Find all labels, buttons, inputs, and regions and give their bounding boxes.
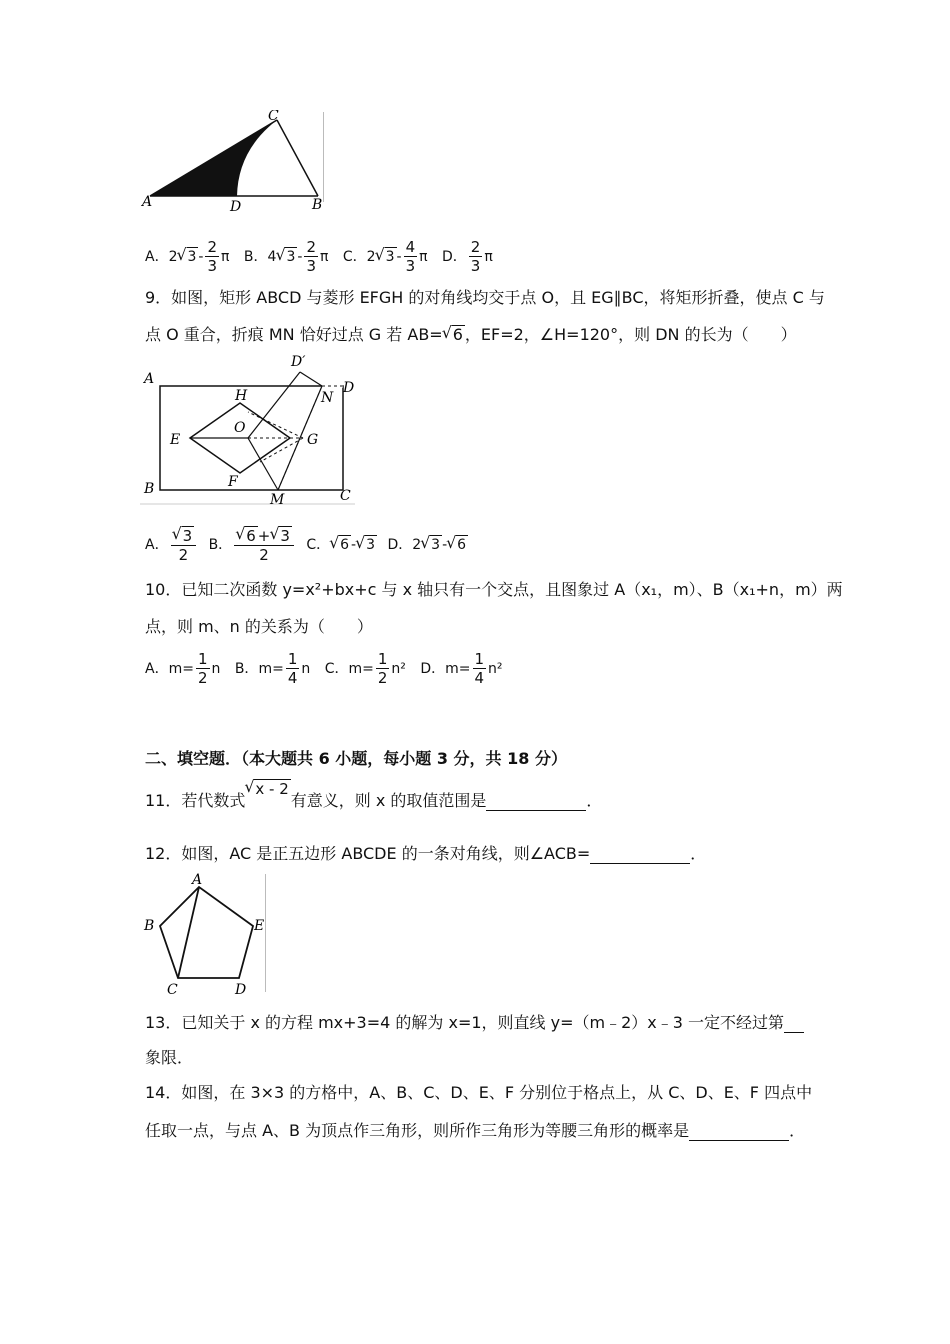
q8-figure: [140, 110, 330, 215]
label-g: G: [307, 432, 319, 448]
q9-option-c[interactable]: [306, 537, 381, 553]
q8-option-c[interactable]: [342, 238, 432, 275]
lhs: m=: [168, 660, 194, 677]
q9-line2: [145, 325, 797, 345]
option-key: B．: [208, 537, 233, 553]
label-n: N: [321, 390, 334, 406]
tail: n: [211, 660, 221, 677]
section-heading: 二、填空题．（本大题共 6 小题，每小题 3 分，共 18 分）: [145, 749, 567, 768]
dashed-h: [248, 412, 303, 438]
numerator: 4: [405, 238, 416, 256]
fraction: [469, 238, 483, 275]
q12-pentagon-figure: [140, 870, 275, 998]
fraction: [234, 526, 294, 564]
q14-end: ．: [789, 1121, 806, 1140]
label-m: M: [270, 492, 285, 508]
label-d-prime: D′: [291, 354, 306, 370]
option-key: A．: [145, 537, 169, 553]
numerator: 2: [470, 238, 481, 256]
q11: [145, 780, 603, 811]
label-a: A: [144, 371, 155, 387]
q10-option-a[interactable]: [145, 650, 221, 687]
q10-options: [145, 650, 503, 687]
denominator: 4: [287, 669, 298, 687]
q10-line2: 点，则 m、n 的关系为（ ）: [145, 617, 373, 636]
q14-text: 任取一点，与点 A、B 为顶点作三角形，则所作三角形为等腰三角形的概率是: [145, 1121, 690, 1140]
minus: -: [396, 248, 402, 265]
lhs: m=: [445, 660, 471, 677]
coef: 2: [168, 248, 178, 265]
minus: -: [442, 537, 448, 553]
radical: √ 3: [365, 535, 377, 554]
label-e: E: [170, 432, 181, 448]
fraction: [205, 238, 219, 275]
pentagon-abcde: [160, 887, 253, 978]
radical: √ x - 2: [254, 779, 290, 798]
q12-end: ．: [690, 844, 707, 863]
segment-cb: [277, 120, 318, 196]
q13-line1: [145, 1012, 804, 1033]
denominator: 3: [405, 257, 416, 275]
fraction: [404, 238, 418, 275]
q9-option-d[interactable]: [387, 537, 468, 553]
tail: n²: [488, 660, 503, 677]
q11-end: ．: [586, 791, 603, 810]
segment-dn: [300, 372, 322, 386]
q8-option-a[interactable]: [145, 238, 234, 275]
radical: √ 6: [456, 535, 468, 554]
dashed-f: [260, 438, 303, 462]
denominator: 3: [306, 257, 316, 275]
denominator: 3: [207, 257, 218, 275]
radical: √ 6: [245, 526, 258, 545]
coef: 4: [267, 248, 277, 265]
q13-text: 13．已知关于 x 的方程 mx+3=4 的解为 x=1，则直线 y=（m﹣2）x﹣3 一定不经过第: [145, 1013, 785, 1032]
answer-blank[interactable]: [486, 790, 586, 811]
label-a: A: [142, 194, 153, 210]
q12-text: 12．如图，AC 是正五边形 ABCDE 的一条对角线，则∠ACB=: [145, 844, 591, 863]
q11-suffix: 有意义，则 x 的取值范围是: [290, 791, 487, 810]
answer-blank[interactable]: [784, 1012, 804, 1033]
q10-option-d[interactable]: [420, 650, 503, 687]
label-h: H: [235, 388, 248, 404]
q13-line2: 象限．: [145, 1048, 194, 1067]
fraction: [376, 650, 390, 687]
fraction: [286, 650, 300, 687]
numerator: 2: [207, 238, 218, 256]
q11-prefix: 11．若代数式: [145, 791, 246, 810]
denominator: 4: [474, 669, 485, 687]
label-a: A: [192, 872, 203, 888]
fraction: [473, 650, 487, 687]
label-f: F: [228, 474, 238, 490]
pi: π: [319, 248, 329, 265]
option-key: B．: [243, 248, 268, 265]
denominator: 2: [197, 669, 208, 687]
label-b: B: [144, 481, 155, 497]
diagonal-ac: [178, 887, 199, 978]
q8-option-b[interactable]: [243, 238, 333, 275]
q14-line1: 14．如图，在 3×3 的方格中，A、B、C、D、E、F 分别位于格点上，从 C、D、E、F 四点中: [145, 1083, 813, 1102]
label-d: D: [235, 982, 247, 998]
coef: 2: [412, 537, 422, 553]
q14-line2: [145, 1120, 805, 1141]
label-b: B: [312, 197, 323, 213]
tail: n: [301, 660, 311, 677]
denominator: 2: [377, 669, 388, 687]
label-c: C: [167, 982, 178, 998]
radical: √ 3: [279, 526, 292, 545]
pi: π: [419, 248, 428, 265]
q10-line1: 10．已知二次函数 y=x²+bx+c 与 x 轴只有一个交点，且图象过 A（x₁，m）、B（x₁+n，m）两: [145, 580, 843, 599]
tail: n²: [391, 660, 406, 677]
option-key: C．: [342, 248, 367, 265]
option-key: A．: [145, 248, 169, 265]
option-key: C．: [306, 537, 331, 553]
q8-option-d[interactable]: [442, 238, 493, 275]
option-key: D．: [442, 248, 467, 265]
fraction: [304, 238, 318, 275]
answer-blank[interactable]: [689, 1120, 789, 1141]
q12: [145, 843, 706, 864]
q9-line1: 9．如图，矩形 ABCD 与菱形 EFGH 的对角线均交于点 O，且 EG∥BC，将矩形折叠，使点 C 与: [145, 288, 825, 307]
label-b: B: [144, 918, 155, 934]
radical: √ 3: [430, 535, 442, 554]
option-key: B．: [234, 660, 259, 677]
figure-border: [323, 112, 324, 202]
coef: 2: [366, 248, 376, 265]
minus: -: [297, 248, 303, 265]
numerator: 1: [474, 650, 485, 668]
numerator: 1: [377, 650, 388, 668]
numerator: 1: [197, 650, 208, 668]
label-e: E: [254, 918, 265, 934]
minus: -: [351, 537, 357, 553]
radical: √ 3: [285, 247, 297, 266]
denominator: 3: [470, 257, 481, 275]
lhs: m=: [348, 660, 374, 677]
radical: √ 3: [182, 526, 195, 545]
q9-text-b: ，EF=2，∠H=120°，则 DN 的长为（ ）: [464, 325, 797, 344]
option-key: D．: [387, 537, 413, 553]
minus: -: [198, 248, 204, 265]
numerator: [234, 526, 294, 546]
q9-figure: [140, 352, 360, 510]
q9-text-a: 点 O 重合，折痕 MN 恰好过点 G 若 AB=: [145, 325, 443, 344]
numerator: 1: [287, 650, 298, 668]
label-c: C: [268, 110, 279, 124]
numerator: 2: [306, 238, 316, 256]
radical: √ 3: [187, 247, 199, 266]
label-o: O: [234, 420, 246, 436]
q10-option-b[interactable]: [234, 650, 311, 687]
label-d: D: [230, 199, 242, 215]
denominator: 2: [259, 546, 269, 564]
option-key: D．: [420, 660, 446, 677]
radical: √ 6: [452, 325, 465, 344]
option-key: A．: [145, 660, 169, 677]
pi: π: [221, 248, 230, 265]
figure-border: [265, 874, 266, 992]
pi: π: [484, 248, 493, 265]
numerator: [171, 526, 197, 546]
q9-option-a[interactable]: [145, 527, 203, 564]
label-d: D: [343, 380, 355, 396]
label-c: C: [340, 488, 351, 504]
q9-option-b[interactable]: [208, 527, 301, 564]
option-key: C．: [324, 660, 349, 677]
answer-blank[interactable]: [590, 843, 690, 864]
radical: √ 6: [339, 535, 351, 554]
q9-options: [145, 526, 468, 564]
q10-option-c[interactable]: [324, 650, 406, 687]
plus: +: [257, 527, 271, 545]
denominator: 2: [178, 546, 189, 564]
fraction: [196, 650, 210, 687]
lhs: m=: [258, 660, 284, 677]
segment-od: [248, 372, 300, 438]
q8-options: [145, 238, 493, 275]
fraction: [171, 526, 197, 564]
radical: √ 3: [385, 247, 397, 266]
